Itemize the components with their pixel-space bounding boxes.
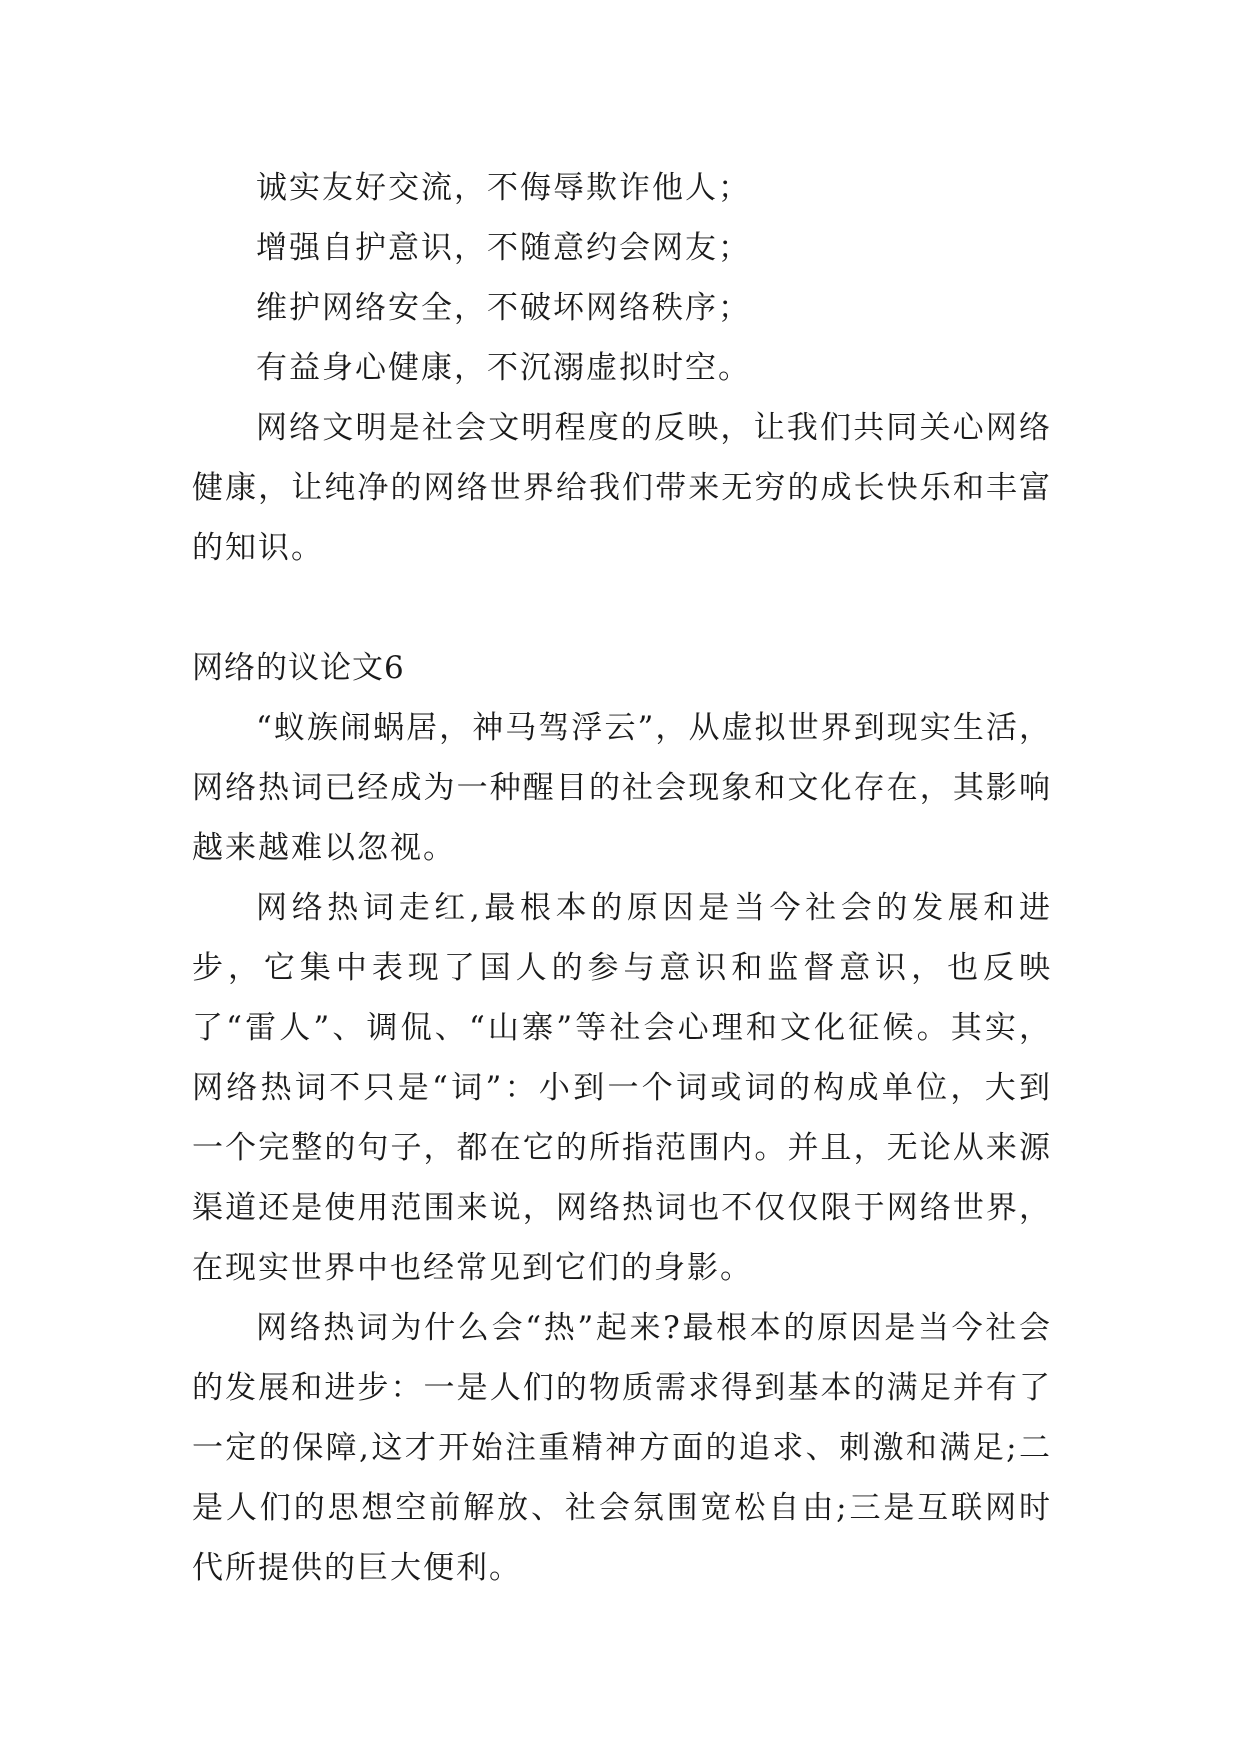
paragraph-body-2: 网络热词为什么会“热”起来?最根本的原因是当今社会的发展和进步：一是人们的物质需求得到基本的满足并有了一定的保障,这才开始注重精神方面的追求、刺激和满足;二是人们的思想空前解放、社会氛围宽松自由;三是互联网时代所提供的巨大便利。 — [192, 1310, 1052, 1586]
paragraph-rule-4: 有益身心健康，不沉溺虚拟时空。 — [256, 350, 751, 386]
document-body — [192, 158, 1052, 1598]
paragraph-rule-3: 维护网络安全，不破坏网络秩序； — [256, 290, 751, 326]
paragraph-body-1: 网络热词走红,最根本的原因是当今社会的发展和进步，它集中表现了国人的参与意识和监督意识，也反映了“雷人”、调侃、“山寨”等社会心理和文化征候。其实，网络热词不只是“词”：小到一个词或词的构成单位，大到一个完整的句子，都在它的所指范围内。并且，无论从来源渠道还是使用范围来说，网络热词也不仅仅限于网络世界，在现实世界中也经常见到它们的身影。 — [192, 890, 1052, 1286]
paragraph-intro: “蚁族闹蜗居，神马驾浮云”，从虚拟世界到现实生活，网络热词已经成为一种醒目的社会现象和文化存在，其影响越来越难以忽视。 — [192, 710, 1052, 866]
section-heading: 网络的议论文6 — [192, 650, 405, 686]
paragraph-conclusion: 网络文明是社会文明程度的反映，让我们共同关心网络健康，让纯净的网络世界给我们带来无穷的成长快乐和丰富的知识。 — [192, 410, 1052, 566]
paragraph-rule-2: 增强自护意识，不随意约会网友； — [256, 230, 751, 266]
paragraph-rule-1: 诚实友好交流，不侮辱欺诈他人； — [256, 170, 751, 206]
